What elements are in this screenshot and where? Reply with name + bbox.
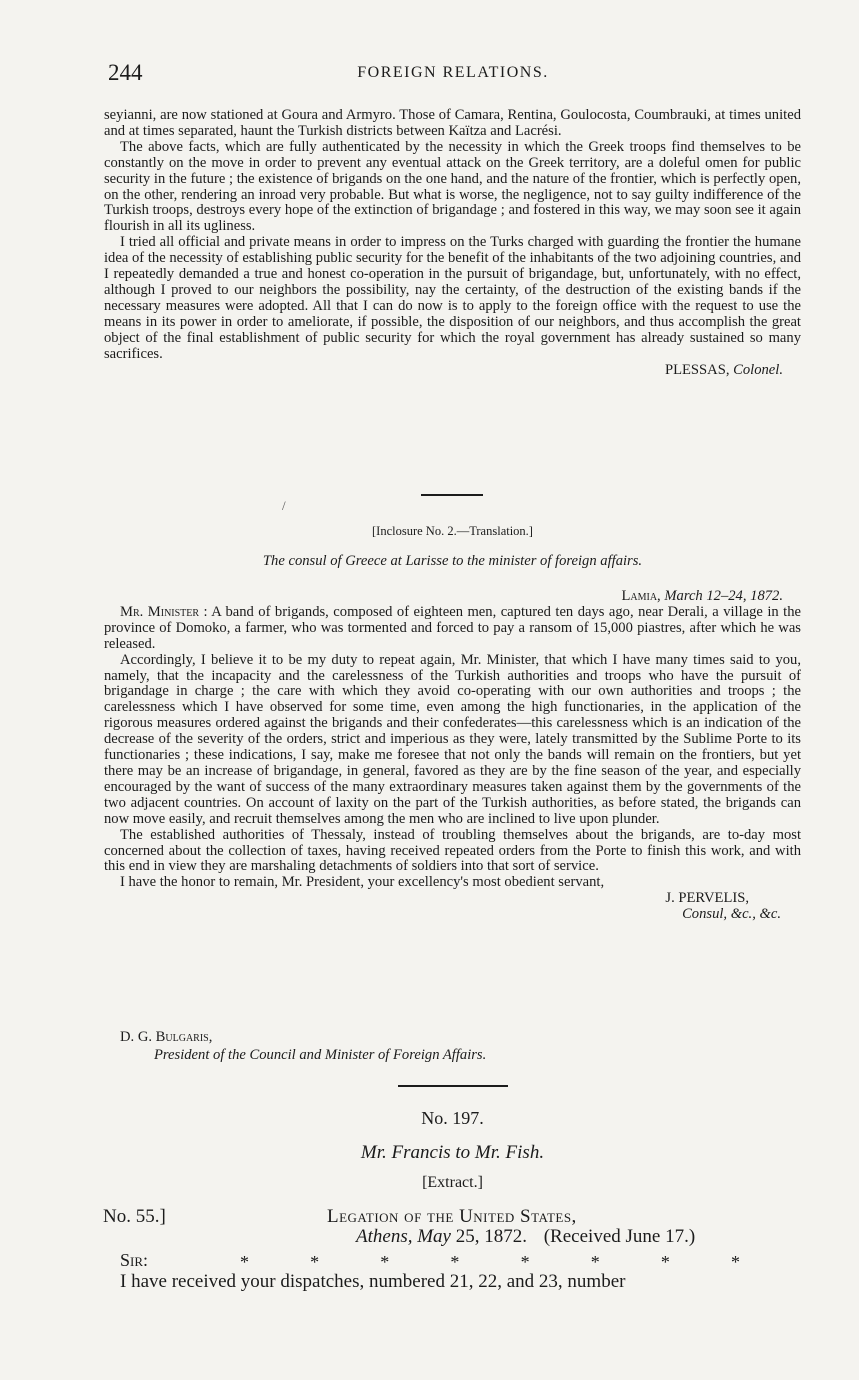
signature-role: Colonel.	[733, 361, 783, 378]
letter-plessas	[104, 108, 801, 378]
omission-star: *	[590, 1252, 600, 1272]
received-date: (Received June 17.)	[543, 1226, 696, 1247]
paragraph: Accordingly, I believe it to be my duty to repeat again, Mr. Minister, that which I have many times said to you, namely, that the incapacity and the carelessness of the Turkish authorities and troops who have the pursuit of brigandage in charge ; the care with which they avoid co-operating with our own authorities and troops ; the carelessness which I have observed for some time, even among the high functionaries, in the application of the rigorous measures ordered against the brigands and their confederates—this carelessness which is an indication of the decrease of the severity of the orders, strict and imperious as they were, lately transmitted by the Sublime Porte to its functionaries ; these indications, I say, make me foresee that not only the bands will remain on the frontiers, but yet there may be an increase of brigandage, in general, favored as they are by the fine season of the year, and especially encouraged by the want of success of the many extraordinary measures taken against them by the governments of the two adjacent countries. On account of laxity on the part of the Turkish authorities, as before stated, the brigands can now move easily, and recruit themselves among the men who are inclined to live upon plunder.	[104, 651, 801, 827]
addressee-title: President of the Council and Minister of Foreign Affairs.	[154, 1047, 487, 1063]
omission-star: *	[520, 1252, 530, 1272]
signature-name: J. PERVELIS,	[665, 890, 749, 907]
dateline	[104, 589, 801, 605]
addressee-name: D. G. Bulgaris,	[120, 1029, 213, 1045]
legation-dateline	[356, 1226, 695, 1248]
omission-star: *	[450, 1252, 460, 1272]
omission-star: *	[660, 1252, 670, 1272]
dateline-date: March 12–24, 1872.	[664, 588, 783, 604]
omission-star: *	[380, 1252, 390, 1272]
section-divider	[421, 494, 483, 496]
letter-pervelis	[104, 589, 801, 923]
section-divider	[398, 1085, 508, 1087]
body-text-line: I have received your dispatches, numbered 21, 22, and 23, number	[120, 1271, 626, 1292]
paragraph: Mr. Minister : A band of brigands, composed of eighteen men, captured ten days ago, near Derali, a village in the province of Domoko, a farmer, who was tormented and forced to pay a ransom of 15,000 piastres, after which he was released.	[104, 603, 802, 652]
omission-star: *	[730, 1252, 740, 1272]
paragraph: I have the honor to remain, Mr. President, your excellency's most obedient servant,	[120, 874, 605, 891]
paragraph: The established authorities of Thessaly, instead of troubling themselves about the brigands, are to-day most concerned about the collection of taxes, having received repeated orders from the Porte to finish this work, and with this end in view they are marshaling detachments of soldiers into that sort of service.	[104, 826, 801, 875]
dateline-place: Lamia,	[621, 588, 661, 604]
paragraph: seyianni, are now stationed at Goura and Armyro. Those of Camara, Rentina, Goulocosta, Coumbrauki, at times united and at times separated, haunt the Turkish districts between Kaïtza and Lacrési.	[104, 107, 801, 139]
document-number: No. 197.	[421, 1108, 484, 1128]
omission-star: *	[310, 1252, 320, 1272]
inclosure-label: [Inclosure No. 2.—Translation.]	[372, 524, 533, 538]
extract-note: [Extract.]	[422, 1174, 483, 1191]
legation-heading: Legation of the United States,	[327, 1206, 577, 1227]
running-head: FOREIGN RELATIONS.	[357, 64, 549, 81]
salutation: Sir:	[120, 1250, 149, 1270]
salutation: Mr. Minister :	[120, 603, 208, 620]
document-parties: Mr. Francis to Mr. Fish.	[360, 1142, 545, 1163]
omission-star: *	[240, 1252, 249, 1272]
dispatch-number: No. 55.]	[103, 1206, 166, 1227]
signature-plessas	[104, 363, 801, 379]
legation-date: 25, 1872.	[455, 1226, 527, 1247]
page-header	[108, 60, 798, 90]
legation-place: Athens, May	[356, 1226, 451, 1247]
addressee-block	[120, 1028, 720, 1064]
signature-role: Consul, &c., &c.	[682, 906, 781, 923]
paragraph: The above facts, which are fully authenticated by the necessity in which the Greek troops find themselves to be constantly on the move in order to prevent any eventual attack on the Greek territory, are a doleful omen for public security in the future ; the existence of brigands on the one hand, and the nature of the frontier, which is perfectly open, on the other, rendering an inroad very probable. But what is worse, the negligence, not to say guilty indifference of the Turkish troops, destroys every hope of the extinction of brigandage ; and fostered in this way, we may soon see it again flourish in all its ugliness.	[104, 138, 801, 235]
paragraph: I tried all official and private means in order to impress on the Turks charged with guarding the frontier the humane idea of the necessity of establishing public security for the benefit of the inhabitants of the two adjoining countries, and I repeatedly demanded a true and honest co-operation in the pursuit of brigandage, but, unfortunately, with no effect, although I proved to our neighbors the possibility, nay the certainty, of the destruction of the existing bands if the necessary measures were adopted. All that I can do now is to apply to the foreign office with the request to use the means in its power in order to ameliorate, if possible, the disposition of our neighbors, and thus accomplish the great object of the final establishment of public security for which the royal government has already sustained so many sacrifices.	[104, 234, 801, 362]
omission-stars	[240, 1252, 740, 1273]
document-page: 244 FOREIGN RELATIONS. seyianni, are now stationed at Goura and Armyro. Those of Camara, Rentina, Goulocosta, Coumbrauki, at times united and at times separated, haunt the Turkish districts between Kaïtza and Lacrési. The above facts, which are fully authenticated by the necessity in which the Greek troops find themselves to be constantly on the move in order to prevent any eventual attack on the Greek territory, are a doleful omen for public security in the future ; the existence of brigands on the one hand, and the nature of the frontier, which is perfectly open, on the other, rendering an inroad very probable. But what is worse, the negligence, not to say guilty indifference of the Turkish troops, destroys every hope of the extinction of brigandage ; and fostered in this way, we may soon see it again flourish in all its ugliness. I tried all official and private means in order to impress on the Turks charged with guarding the frontier the humane idea of the necessity of establishing public security for the benefit of the inhabitants of the two adjoining countries, and I repeatedly demanded a true and honest co-operation in the pursuit of brigandage, but, unfortunately, with no effect, although I proved to our neighbors the possibility, nay the certainty, of the destruction of the existing bands if the necessary measures were adopted. All that I can do now is to apply to the foreign office with the request to use the means in its power in order to ameliorate, if possible, the disposition of our neighbors, and thus accomplish the great object of the final establishment of public security for which the royal government has already sustained so many sacrifices. PLESSAS, Colonel. / [Inclosure No. 2.—Translation.] The consul of Greece at Larisse to the minister of foreign affairs. Lamia, March 12–24, 1872. Mr. Minister : A band of brigands, composed of eighteen men, captured ten days ago, near Derali, a village in the province of Domoko, a farmer, who was tormented and forced to pay a ransom of 15,000 piastres, after which he was released. Accordingly, I believe it to be my duty to repeat again, Mr. Minister, that which I have many times said to you, namely, that the incapacity and the carelessness of the Turkish authorities and troops who have the pursuit of brigandage in charge ; the care with which they avoid co-operating with our own authorities and troops ; the carelessness which I have observed for some time, even among the high functionaries, in the application of the rigorous measures ordered against the brigands and their confederates—this carelessness which is an indication of the decrease of the severity of the orders, strict and imperious as they were, lately transmitted by the Sublime Porte to its functionaries ; these indications, I say, make me foresee that not only the bands will remain on the frontiers, but yet there may be an increase of brigandage, in general, favored as they are by the fine season of the year, and especially encouraged by the want of success of the many extraordinary measures taken against them by the governments of the two adjacent countries. On account of laxity on the part of the Turkish authorities, as before stated, the brigands can now move easily, and recruit themselves among the men who are inclined to live upon plunder. The established authorities of Thessaly, instead of troubling themselves about the brigands, are to-day most concerned about the collection of taxes, having received repeated orders from the Porte to finish this work, and with this end in view they are marshaling detachments of soldiers into that sort of service. I have the honor to remain, Mr. President, your excellency's most obedient servant, J. PERVELIS, Consul, &c., &c. D. G. Bulgaris, President of the Council and Minister of Foreign Affairs. No. 197. Mr. Francis to Mr. Fish. [Extract.] No. 55.] Legation of the United States, Athens, May 25, 1872. (Received June 17.) Sir: * * * * * * * * I have received your dispatches, numbered 21, 22, and 23, number	[103, 60, 802, 1292]
inclosure-subtitle: The consul of Greece at Larisse to the minister of foreign affairs.	[262, 553, 643, 569]
page-number: 244	[108, 60, 143, 85]
signature-name: PLESSAS,	[664, 361, 730, 378]
